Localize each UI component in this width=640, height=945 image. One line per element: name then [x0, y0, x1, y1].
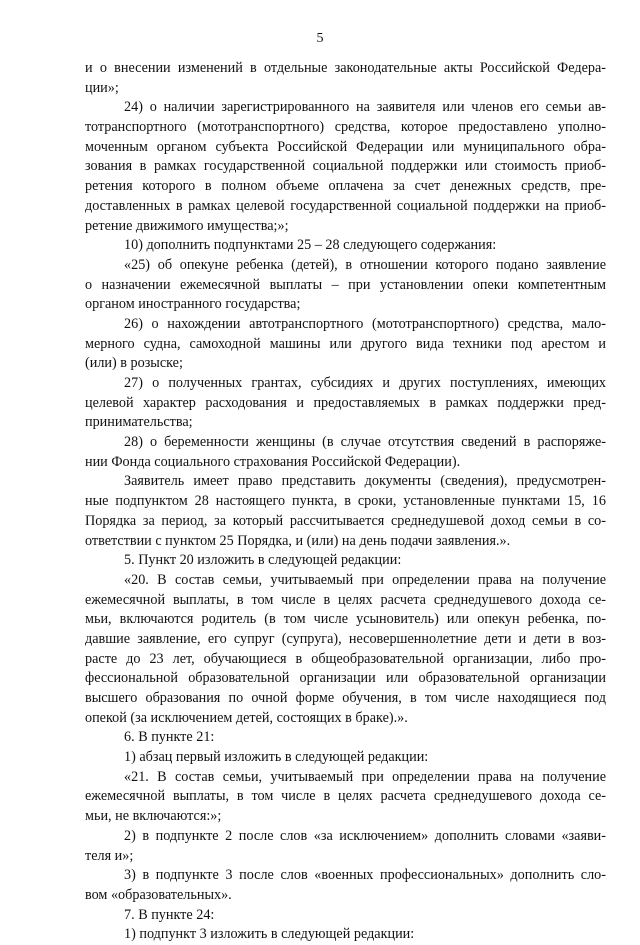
text-line: фессиональной образовательной организации или образовательной организации [85, 670, 606, 687]
text-line: тотранспортного (мототранспортного) средства, которое предоставлено уполно- [85, 119, 606, 136]
text-line: целевой характер расходования и предоставляемых в рамках поддержки пред- [85, 394, 606, 411]
text-line: Заявитель имеет право представить документы (сведения), предусмотрен- [124, 473, 606, 490]
text-line: высшего образования по очной форме обучения, в том числе находящиеся под [85, 690, 606, 706]
text-line: ежемесячной выплаты, в том числе в целях расчета среднедушевого дохода се- [85, 788, 606, 805]
text-line: ежемесячной выплаты, в том числе в целях расчета среднедушевого дохода се- [85, 591, 606, 608]
text-line: доставленных в рамках целевой государственной социальной поддержки на приоб- [85, 197, 606, 214]
text-line: давшие заявление, его супруг (супруга), несовершеннолетние дети и дети в воз- [85, 630, 606, 647]
text-line: зования в рамках государственной социальной поддержки или стоимость приоб- [85, 158, 606, 175]
text-line: 28) о беременности женщины (в случае отсутствия сведений в распоряже- [124, 434, 606, 451]
text-line: принимательства; [85, 414, 193, 431]
text-line: 3) в подпункте 3 после слов «военных профессиональных» дополнить сло- [124, 867, 606, 884]
text-line: и о внесении изменений в отдельные законодательные акты Российской Федера- [85, 60, 606, 76]
text-line: 2) в подпункте 2 после слов «за исключением» дополнить словами «заяви- [124, 827, 606, 844]
text-line: «20. В состав семьи, учитываемый при определении права на получение [124, 571, 606, 588]
text-line: ретения которого в полном объеме оплачена за счет денежных средств, пре- [85, 178, 606, 195]
page-number: 5 [316, 31, 324, 46]
text-line: Порядка за период, за который рассчитывается среднедушевой доход семьи в со- [85, 512, 606, 529]
text-line: моченным органом субъекта Российской Федерации или муниципального обра- [85, 138, 606, 155]
text-line: «25) об опекуне ребенка (детей), в отношении которого подано заявление [124, 256, 606, 273]
text-line: вом «образовательных». [85, 886, 232, 903]
text-line: мерного судна, самоходной машины или другого вида техники под арестом и [85, 335, 606, 352]
text-line: теля и»; [85, 847, 134, 864]
text-line: опекой (за исключением детей, состоящих в браке).». [85, 709, 408, 726]
text-line: 26) о нахождении автотранспортного (мототранспортного) средства, мало- [124, 315, 606, 332]
text-line: о назначении ежемесячной выплаты – при установлении опеки компетентным [85, 276, 606, 293]
text-line: 1) абзац первый изложить в следующей редакции: [124, 749, 429, 766]
text-line: 7. В пункте 24: [124, 906, 215, 923]
text-line: (или) в розыске; [85, 355, 183, 372]
document-body [85, 59, 606, 945]
text-line: ции»; [85, 79, 119, 96]
text-line: 10) дополнить подпунктами 25 – 28 следующего содержания: [124, 237, 497, 254]
text-line: 1) подпункт 3 изложить в следующей редакции: [124, 926, 415, 943]
text-line: ответствии с пунктом 25 Порядка, и (или) на день подачи заявления.». [85, 532, 511, 549]
text-line: мьи, не включаются:»; [85, 808, 222, 825]
text-line: ретение движимого имущества;»; [85, 217, 289, 234]
text-line: мьи, включаются родитель (в том числе усыновитель) или опекун ребенка, по- [85, 611, 606, 628]
text-line: 5. Пункт 20 изложить в следующей редакции: [124, 552, 402, 569]
text-line: ные подпунктом 28 настоящего пункта, в сроки, установленные пунктами 15, 16 [85, 493, 606, 510]
text-line: органом иностранного государства; [85, 296, 301, 313]
text-line: 6. В пункте 21: [124, 729, 215, 746]
text-line: нии Фонда социального страхования Российской Федерации). [85, 453, 461, 470]
text-line: «21. В состав семьи, учитываемый при определении права на получение [124, 768, 606, 785]
text-line: 24) о наличии зарегистрированного на заявителя или членов его семьи ав- [124, 99, 606, 116]
text-line: 27) о полученных грантах, субсидиях и других поступлениях, имеющих [124, 375, 606, 391]
text-line: расте до 23 лет, обучающиеся в общеобразовательной организации, либо про- [85, 650, 606, 667]
